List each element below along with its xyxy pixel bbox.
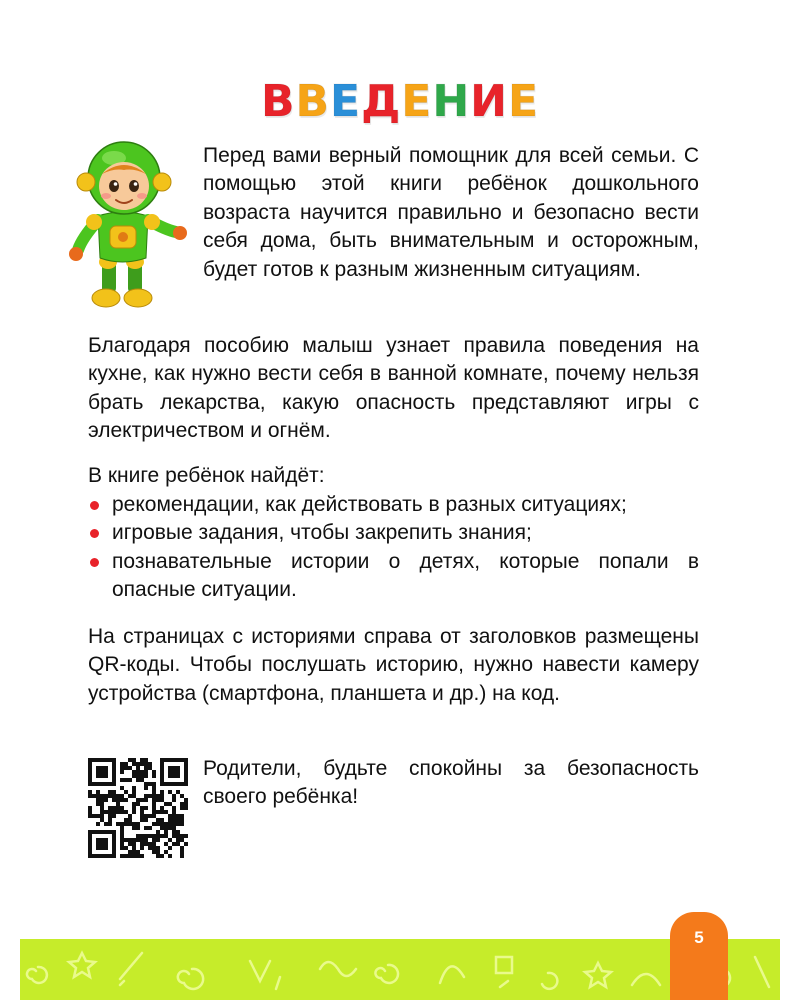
page-title — [0, 76, 800, 127]
title-letter: Д — [361, 76, 402, 127]
list-item: познавательные истории о детях, которые попали в опасные ситуации. — [88, 548, 699, 605]
intro-paragraph: Перед вами верный помощник для всей семьи. С помощью этой книги ребёнок дошкольного возраста научится правильно и безопасно вести себя дома, быть внимательным и осторожным, будет готов к разным жизненным ситуациям. — [203, 144, 699, 281]
title-letter: Е — [508, 76, 540, 127]
robot-mascot-icon — [64, 138, 188, 310]
footer-band — [20, 939, 780, 1000]
page-number: 5 — [694, 928, 704, 947]
title-letter: В — [295, 76, 331, 127]
title-letter: Е — [330, 76, 362, 127]
title-letter: Е — [401, 76, 433, 127]
list-item: рекомендации, как действовать в разных ситуациях; — [88, 491, 699, 519]
title-letter: И — [470, 76, 508, 127]
title-letter: Н — [432, 76, 471, 127]
doodle-pattern-icon — [20, 939, 780, 1000]
list-intro: В книге ребёнок найдёт: — [88, 464, 325, 487]
topics-paragraph: Благодаря пособию малыш узнает правила поведения на кухне, как нужно вести себя в ванной комнате, почему нельзя брать лекарства, какую опасность представляют игры с электричеством и огнём. — [88, 334, 699, 443]
qr-instructions-paragraph: На страницах с историями справа от заголовков размещены QR-коды. Чтобы послушать историю, нужно навести камеру устройства (смартфона, планшета и др.) на код. — [88, 625, 699, 705]
features-list — [88, 491, 699, 605]
qr-code-icon — [88, 758, 188, 858]
page-number-tab — [670, 912, 728, 1000]
list-item: игровые задания, чтобы закрепить знания; — [88, 519, 699, 547]
title-letter: В — [260, 76, 296, 127]
closing-paragraph: Родители, будьте спокойны за безопасность своего ребёнка! — [203, 757, 699, 809]
